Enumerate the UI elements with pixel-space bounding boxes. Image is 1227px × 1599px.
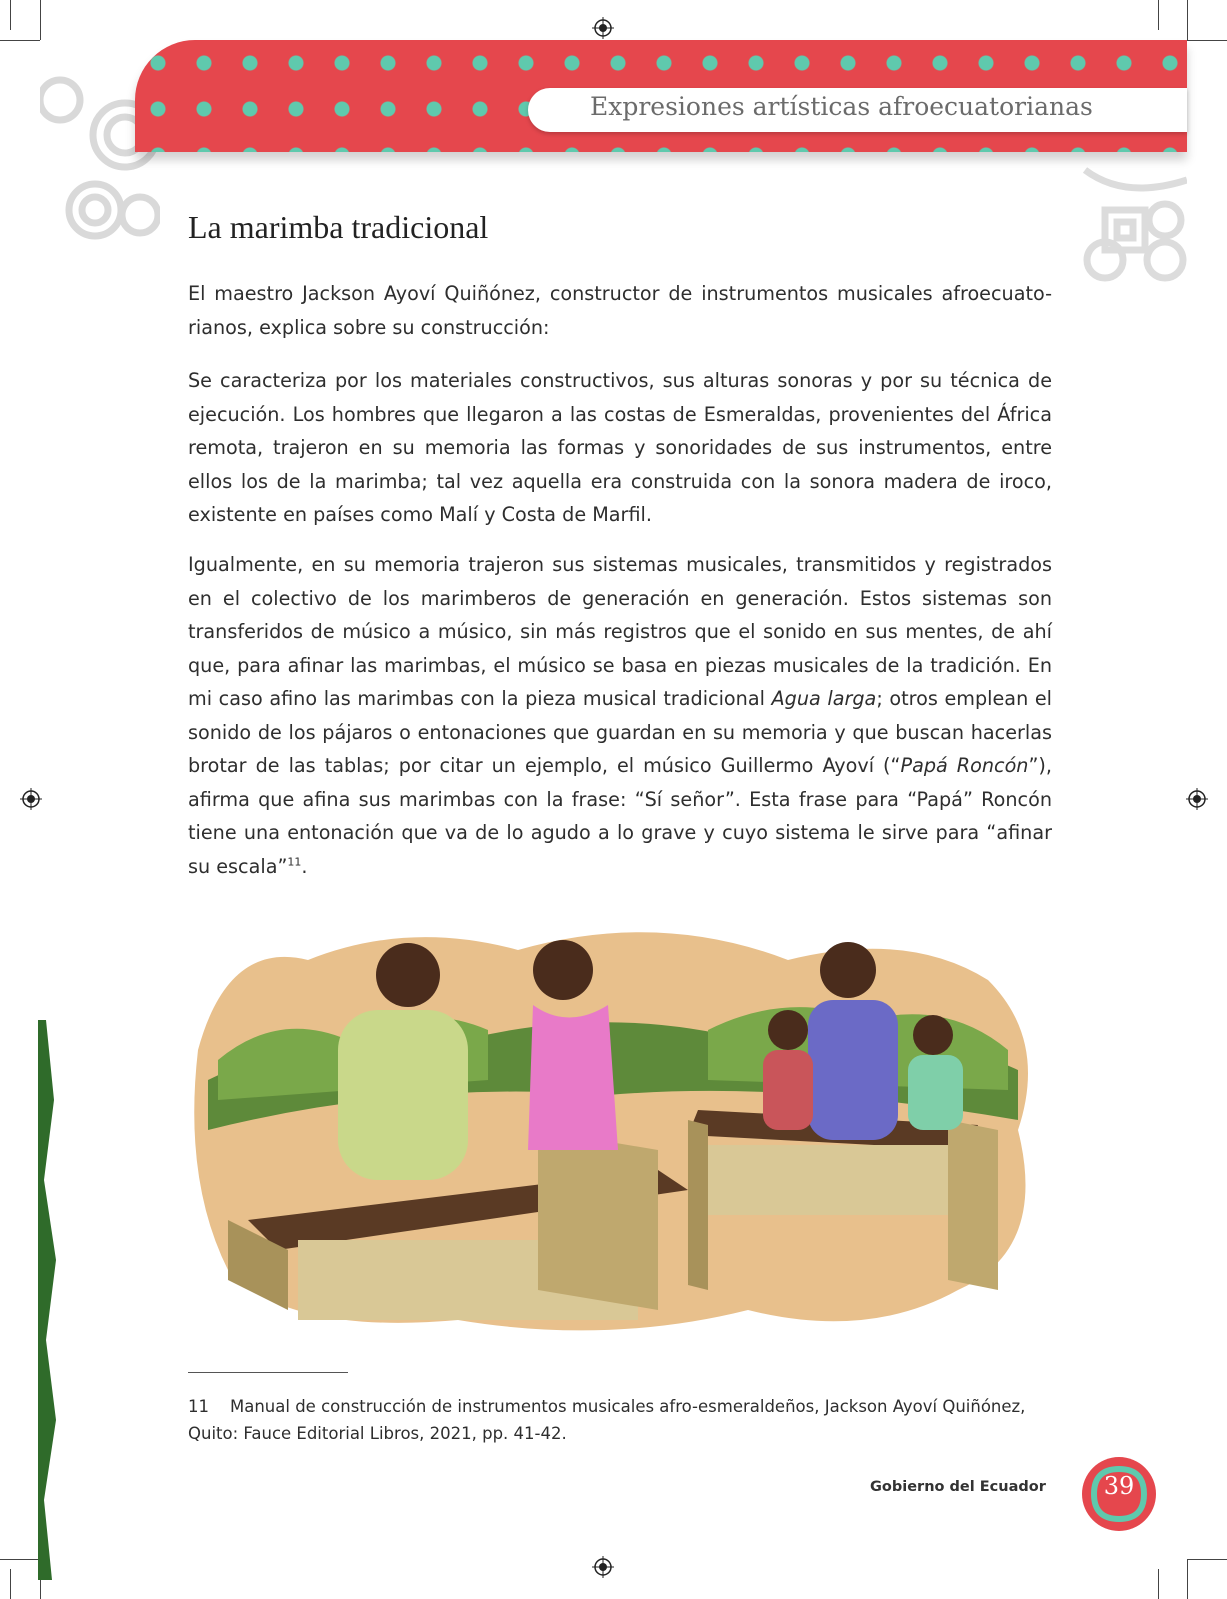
crop-mark (40, 0, 41, 40)
footnote-text: Manual de construcción de instrumentos musicales afro-esmeraldeños, Jackson Ayoví Quiñónez, Quito: Fauce Editorial Libros, 2021, pp. 41-42. (188, 1397, 1026, 1443)
footnote (188, 1393, 1052, 1447)
registration-mark-icon (592, 1556, 614, 1578)
section-title: La marimba tradicional (188, 209, 489, 245)
crop-mark (1187, 0, 1188, 40)
musician-nickname: Papá Roncón (900, 754, 1029, 777)
paragraph-text: Igualmente, en su memoria trajeron sus sistemas musicales, transmitidos y registrados en el colectivo de los marimberos de generación en generación. Estos sistemas son transferidos de músico a músico, sin más registros que el sonido en sus mentes, de ahí que, para afinar las marimbas, el músico se basa en piezas musicales de la tradición. En mi caso afino las marimbas con la pieza musical tradicional (188, 553, 1052, 710)
crop-mark (1187, 40, 1227, 41)
footnote-reference: 11 (287, 855, 302, 869)
page-number: 39 (1103, 1472, 1135, 1500)
crop-mark (1158, 1569, 1159, 1599)
spiral-ornament-icon (1075, 150, 1187, 290)
paragraph-intro: El maestro Jackson Ayoví Quiñónez, constructor de instrumentos musicales afroecuato-rianos, explica sobre su construcción: (188, 282, 1052, 339)
registration-mark-icon (1186, 788, 1208, 810)
crop-mark (0, 40, 40, 41)
crop-mark (1158, 0, 1159, 30)
crop-mark (1187, 1559, 1188, 1599)
crop-mark (10, 0, 11, 30)
marimba-illustration (188, 920, 1058, 1340)
publisher-label: Gobierno del Ecuador (870, 1479, 1046, 1495)
song-title: Agua larga (771, 687, 877, 710)
crop-mark (1187, 1559, 1227, 1560)
plant-decoration (38, 1020, 58, 1580)
paragraph-tuning (188, 548, 1052, 883)
paragraph-text: . (301, 854, 308, 878)
footnote-number: 11 (188, 1397, 209, 1416)
paragraph-characteristics: Se caracteriza por los materiales constructivos, sus alturas sonoras y por su técnica de ejecución. Los hombres que llegaron a las costas de Esmeraldas, provenientes del África remota, trajeron en su memoria las formas y sonoridades de sus instrumentos, entre ellos los de la marimba; tal vez aquella era construida con la sonora madera de iroco, existente en países como Malí y Costa de Marfil. (188, 369, 1052, 526)
crop-mark (0, 1559, 40, 1560)
crop-mark (10, 1569, 11, 1599)
paragraph-text: ; otros emplean el sonido de los pájaros o entonaciones que guardan en su memoria y que buscan hacerlas brotar de las tablas; por citar un ejemplo, el músico Guillermo Ayoví (“ (188, 687, 1052, 777)
header-title: Expresiones artísticas afroecuatorianas (590, 92, 1093, 121)
paragraph-text: ”), afirma que afina sus marimbas con la frase: “Sí señor”. Esta frase para “Papá” Roncón tiene una entonación que va de lo agudo a lo grave y cuyo sistema le sirve para “afinar su escala” (188, 754, 1052, 878)
registration-mark-icon (592, 17, 614, 39)
registration-mark-icon (20, 788, 42, 810)
footnote-divider (188, 1372, 348, 1373)
